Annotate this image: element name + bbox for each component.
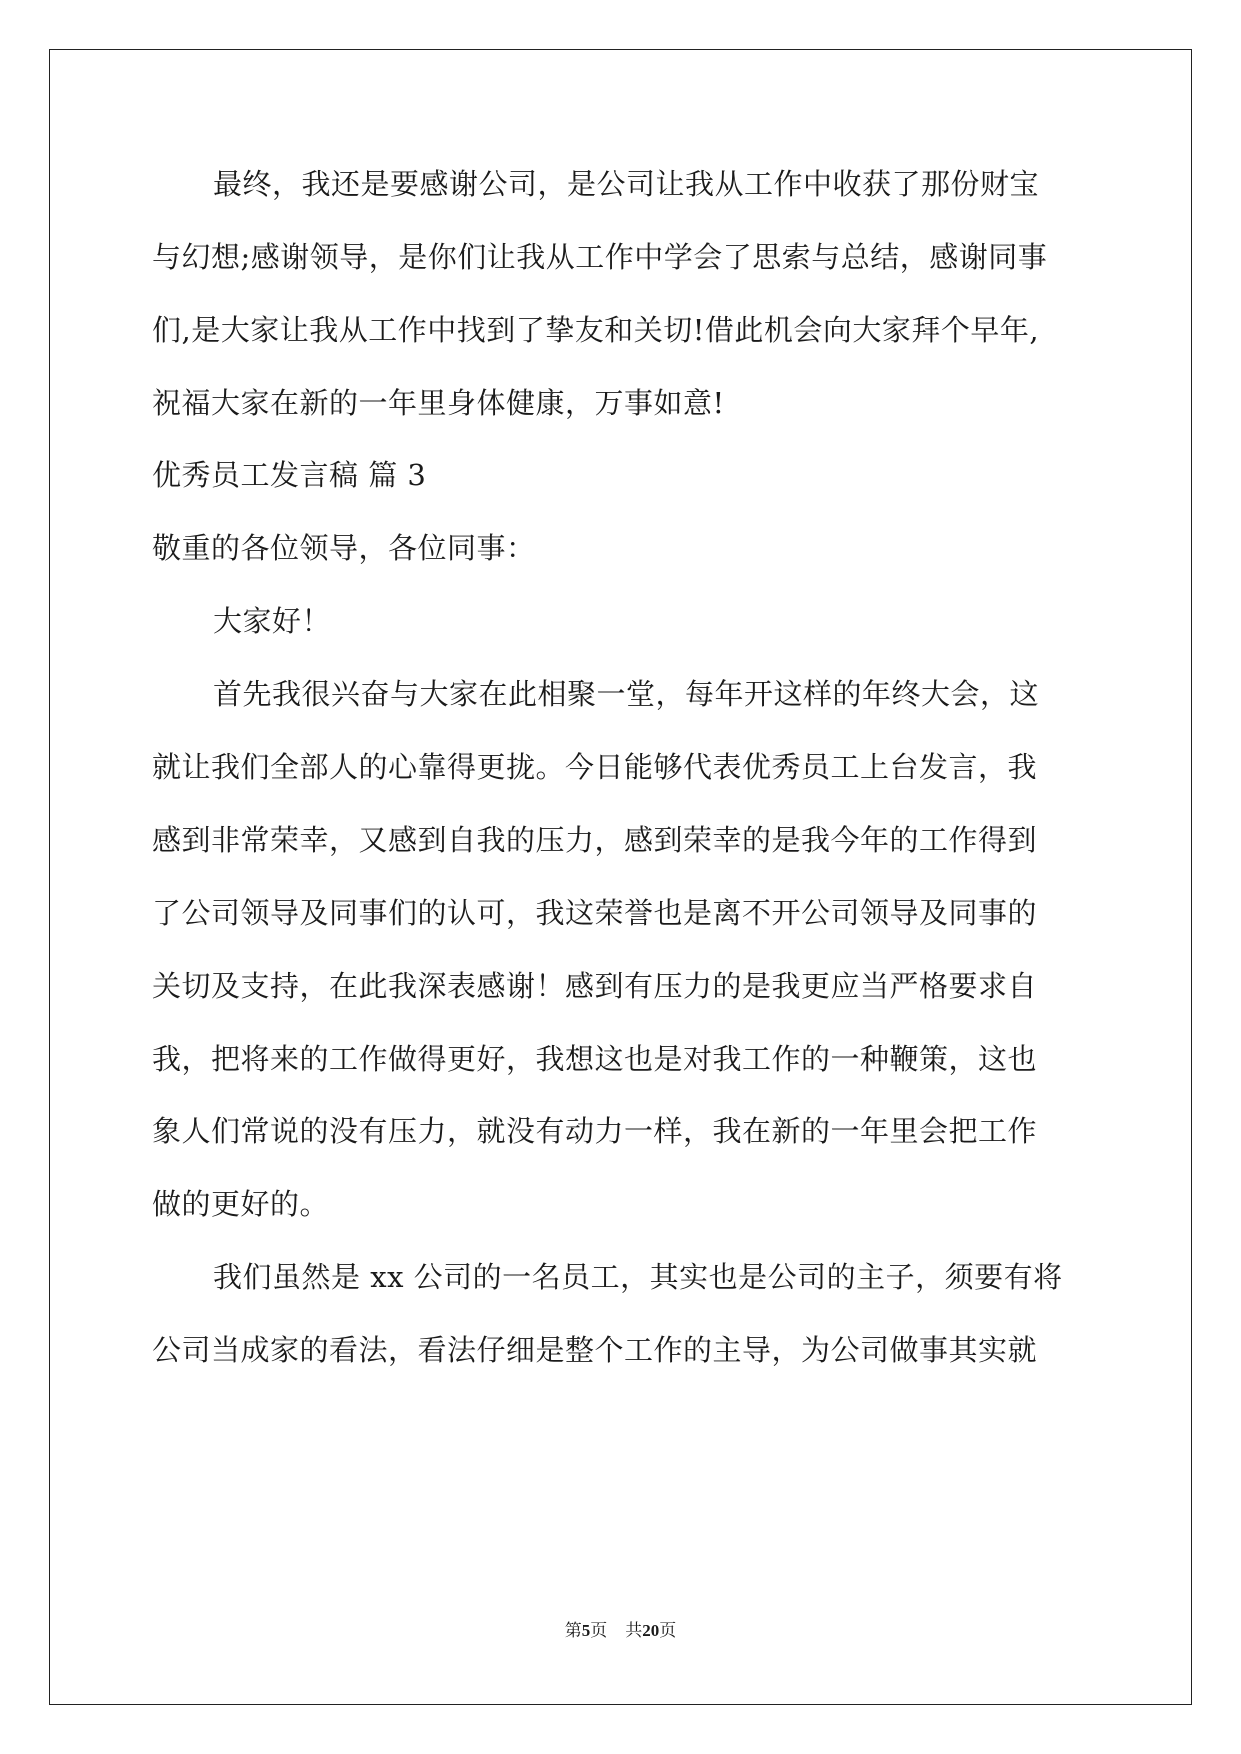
salutation: 敬重的各位领导，各位同事： [152, 531, 536, 565]
paragraph-line: 祝福大家在新的一年里身体健康，万事如意! [152, 386, 725, 420]
page-border [49, 49, 1192, 1705]
paragraph-line: 做的更好的。 [152, 1187, 330, 1221]
paragraph-line: 关切及支持，在此我深表感谢！感到有压力的是我更应当严格要求自 [152, 969, 1038, 1003]
paragraph-line: 我，把将来的工作做得更好，我想这也是对我工作的一种鞭策，这也 [152, 1042, 1038, 1076]
paragraph-line: 象人们常说的没有压力，就没有动力一样，我在新的一年里会把工作 [152, 1114, 1038, 1148]
page-label-suffix: 页 [590, 1621, 608, 1641]
paragraph-line: 最终，我还是要感谢公司，是公司让我从工作中收获了那份财宝 [213, 167, 1040, 201]
paragraph-line: 感到非常荣幸，又感到自我的压力，感到荣幸的是我今年的工作得到 [152, 823, 1038, 857]
paragraph-line: 们,是大家让我从工作中找到了挚友和关切!借此机会向大家拜个早年, [152, 313, 1040, 347]
greeting: 大家好！ [213, 604, 332, 638]
total-pages: 20 [642, 1621, 660, 1640]
paragraph-line: 我们虽然是 xx 公司的一名员工，其实也是公司的主子，须要有将 [213, 1260, 1063, 1294]
page-footer [0, 1620, 1241, 1642]
paragraph-line: 与幻想;感谢领导，是你们让我从工作中学会了思索与总结，感谢同事 [152, 240, 1048, 274]
total-label-suffix: 页 [659, 1621, 677, 1641]
paragraph-line: 公司当成家的看法，看法仔细是整个工作的主导，为公司做事其实就 [152, 1333, 1038, 1367]
total-label-prefix: 共 [625, 1621, 643, 1641]
page-label-prefix: 第 [564, 1621, 582, 1641]
page-number: 5 [581, 1621, 591, 1640]
paragraph-line: 了公司领导及同事们的认可，我这荣誉也是离不开公司领导及同事的 [152, 896, 1038, 930]
paragraph-line: 就让我们全部人的心靠得更拢。今日能够代表优秀员工上台发言，我 [152, 750, 1038, 784]
section-heading: 优秀员工发言稿 篇 3 [152, 458, 427, 492]
paragraph-line: 首先我很兴奋与大家在此相聚一堂，每年开这样的年终大会，这 [213, 677, 1040, 711]
